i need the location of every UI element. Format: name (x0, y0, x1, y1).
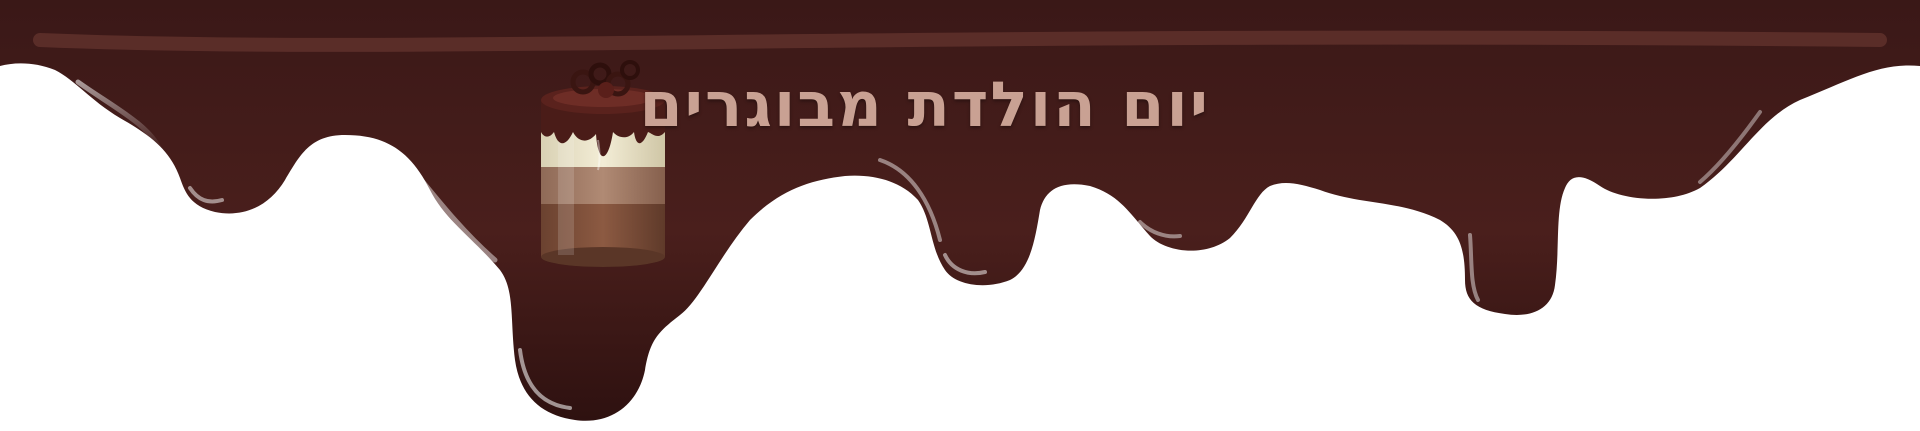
banner-title: יום הולדת מבוגרים (639, 68, 1210, 141)
